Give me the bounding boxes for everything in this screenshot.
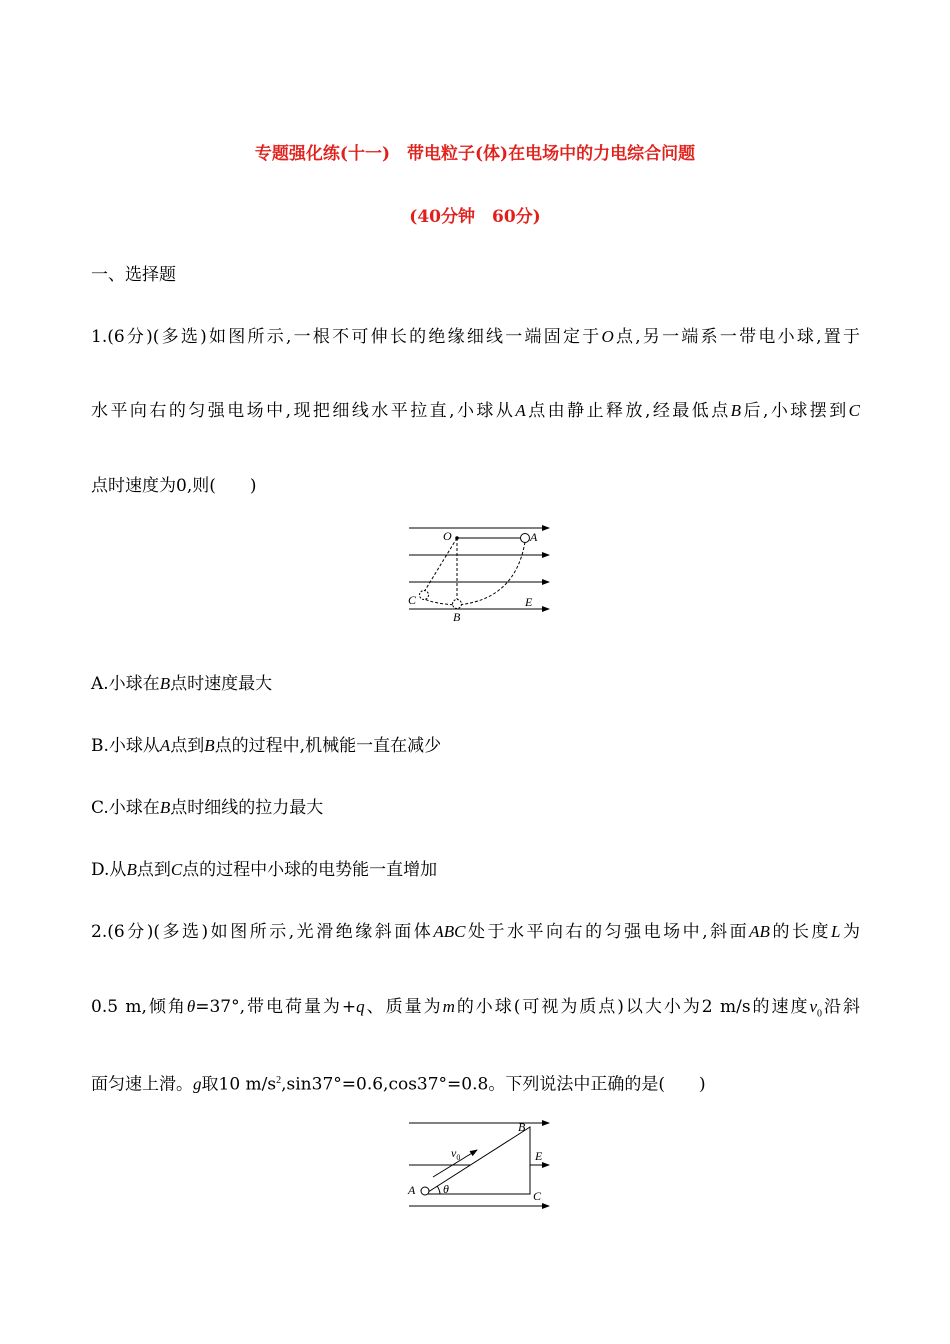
label-v: $v_0$: [451, 1146, 461, 1162]
q2-line-3: 面匀速上滑。g取10 $m/s^2,\sin 37^\circ=0.6,\cos 37^\circ=0.8$。下列说法中正确的是( ): [91, 1074, 706, 1095]
page-title: 专题强化练(十一) 带电粒子(体)在电场中的力电综合问题: [254, 144, 696, 164]
q1-line-1: 1.(6分)(多选)如图所示,一根不可伸长的绝缘细线一端固定于O点,另一端系一带电小球,置于: [91, 327, 860, 347]
q2-line-1: 2.(6分)(多选)如图所示,光滑绝缘斜面体ABC处于水平向右的匀强电场中,斜面AB的长度L为: [91, 922, 861, 942]
label-theta: θ: [443, 1182, 449, 1196]
label-e: E: [525, 595, 533, 609]
page-subtitle: (40分钟 60分): [409, 207, 541, 227]
label-o: O: [443, 529, 452, 543]
ball-a: [521, 534, 530, 543]
label-b: B: [518, 1120, 526, 1134]
section-heading: 一、选择题: [91, 265, 176, 285]
ball-b: [453, 600, 462, 609]
label-e: E: [535, 1149, 543, 1163]
q2-figure: [400, 1114, 560, 1214]
q1-option-d: D.从B点到C点的过程中小球的电势能一直增加: [91, 860, 438, 880]
q1-option-a: A.小球在B点时速度最大: [91, 674, 273, 694]
label-c: C: [533, 1189, 542, 1203]
q1-figure: [400, 518, 560, 628]
label-c: C: [408, 593, 417, 607]
swing-arc: [422, 542, 525, 605]
label-a: A: [530, 530, 538, 544]
q1-option-c: C.小球在B点时细线的拉力最大: [91, 798, 324, 818]
q2-line-2: 0.5 m,倾角θ=37°,带电荷量为+q、质量为m的小球(可视为质点)以大小为2 m/s的速度$v_0$沿斜: [91, 997, 861, 1020]
q1-line-3: 点时速度为0,则( ): [91, 476, 257, 496]
string-to-c: [424, 538, 457, 592]
label-b: B: [453, 610, 461, 624]
pivot-point: [455, 536, 459, 540]
q1-option-b: B.小球从A点到B点的过程中,机械能一直在减少: [91, 736, 442, 756]
label-a: A: [408, 1183, 416, 1197]
ball-c: [420, 591, 429, 600]
ball: [421, 1187, 429, 1195]
incline-abc: [425, 1127, 530, 1194]
q1-line-2: 水平向右的匀强电场中,现把细线水平拉直,小球从A点由静止释放,经最低点B后,小球摆到C: [91, 401, 861, 421]
